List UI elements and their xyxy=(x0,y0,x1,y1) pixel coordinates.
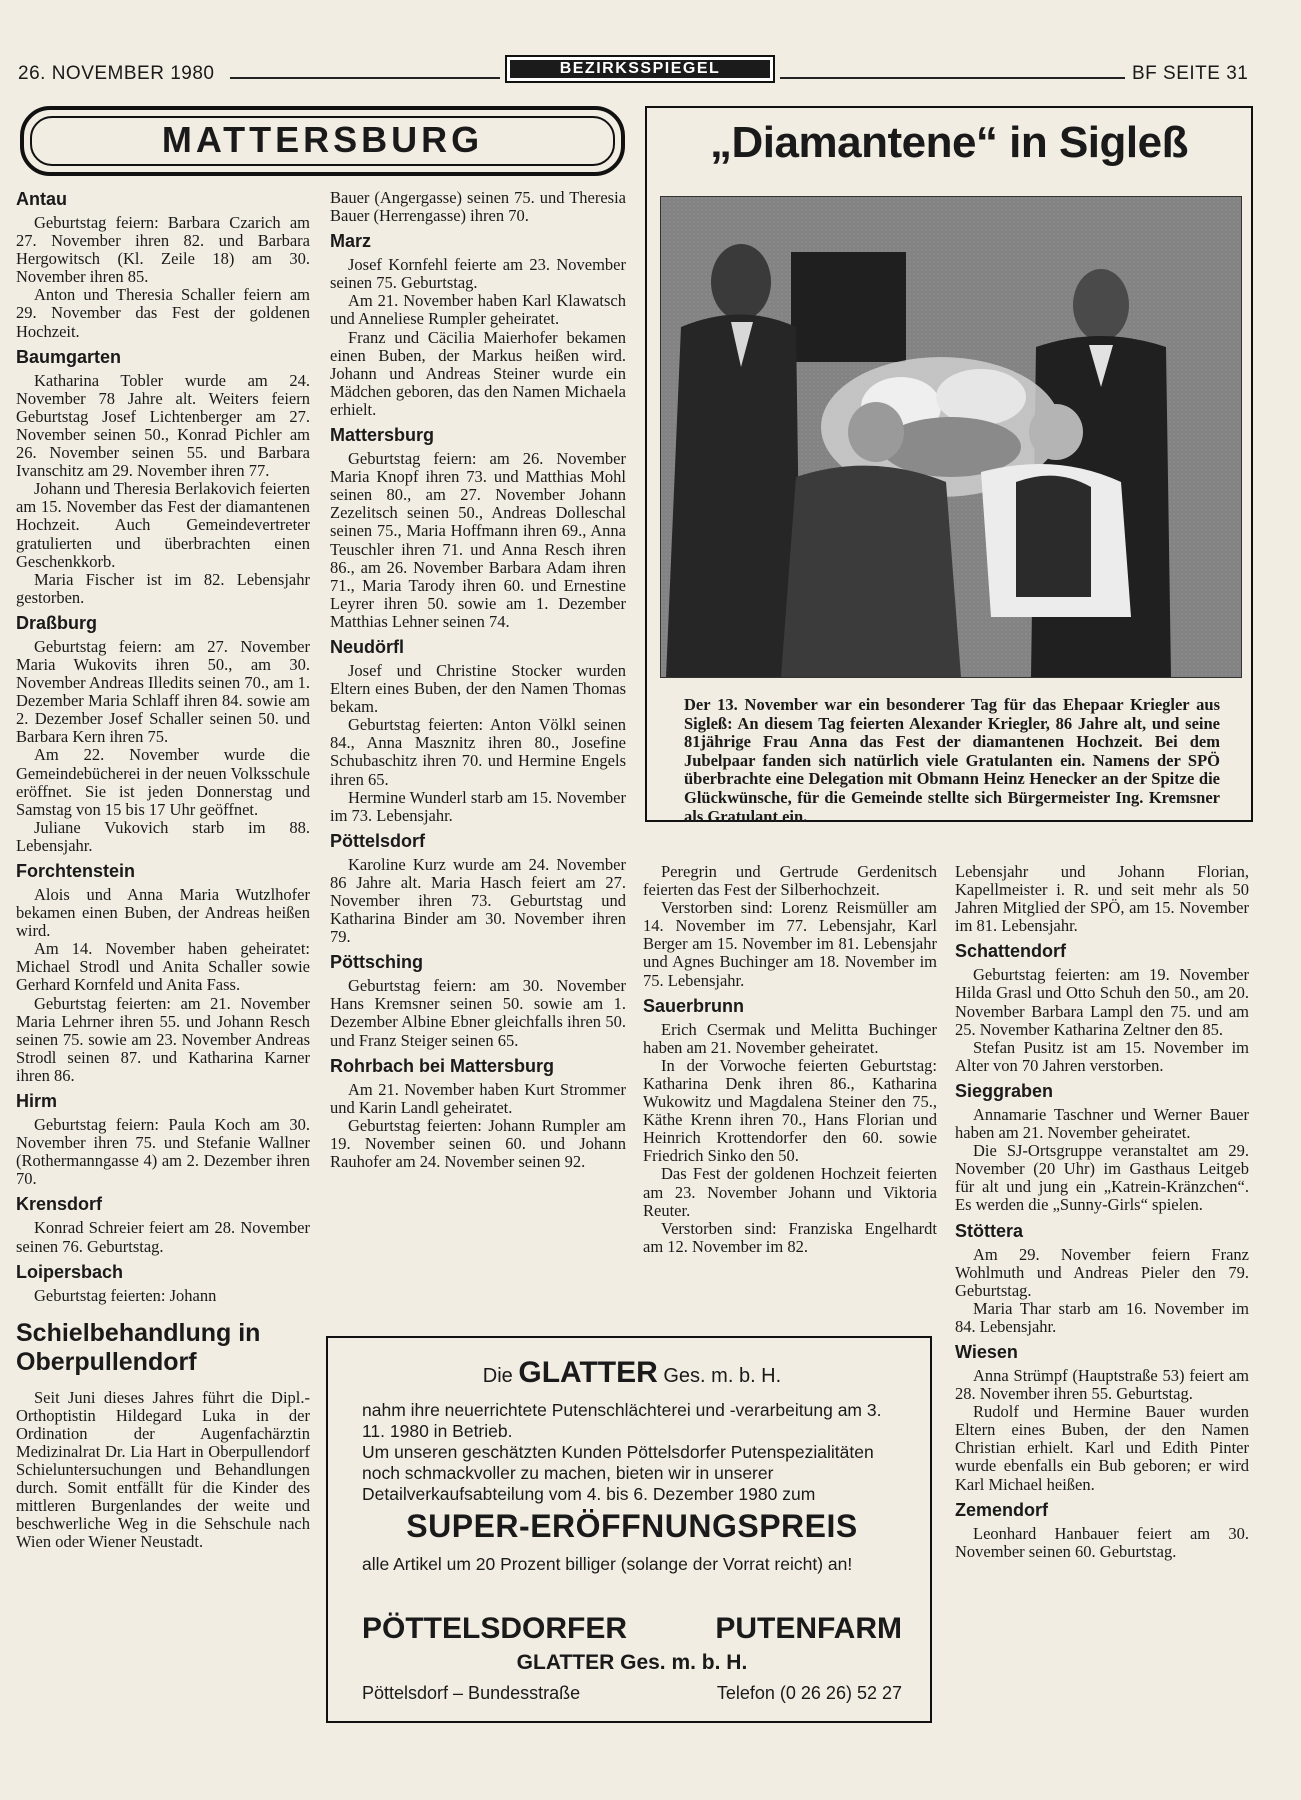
paragraph: Geburtstag feierten: am 19. November Hilda Grasl und Otto Schuh den 50., am 20. November Barbara Lampl den 75. und am 25. November Katharina Zeltner den 85. xyxy=(955,965,1249,1039)
paragraph: Josef und Christine Stocker wurden Eltern eines Buben, der den Namen Thomas bekam. xyxy=(330,660,626,717)
photo-illustration xyxy=(661,197,1241,677)
paragraph: Rudolf und Hermine Bauer wurden Eltern eines Buben, der den Namen Christian erhielt. Karl und Edith Pinter wurde ebenfalls ein Bub geboren; er wird Karl Michael heißen. xyxy=(955,1402,1249,1494)
paragraph: Maria Fischer ist im 82. Lebensjahr gestorben. xyxy=(16,569,310,607)
paragraph: Am 29. November feiern Franz Wohlmuth und Andreas Pieler den 79. Geburtstag. xyxy=(955,1244,1249,1300)
heading-sauerbrunn: Sauerbrunn xyxy=(643,995,745,1016)
ad-farm-name-1: PÖTTELSDORFER xyxy=(362,1612,628,1645)
paragraph: Verstorben sind: Franziska Engelhardt am 12. November im 82. xyxy=(643,1218,937,1256)
advertisement xyxy=(326,1336,932,1723)
ad-die: Die xyxy=(482,1365,513,1387)
heading-zemendorf: Zemendorf xyxy=(955,1499,1049,1520)
paragraph: Juliane Vukovich starb im 88. Lebensjahr. xyxy=(16,817,310,855)
paragraph: Anton und Theresia Schaller feiern am 29. November das Fest der goldenen Hochzeit. xyxy=(16,285,310,341)
ad-firm-name: GLATTER xyxy=(518,1356,658,1389)
section-label xyxy=(505,55,775,83)
paragraph: Franz und Cäcilia Maierhofer bekamen einen Buben, der Markus heißen wird. Johann und Andreas Steiner wurde ein Mädchen geboren, das den Namen Michaela erhielt. xyxy=(330,327,626,419)
heading-schielbehandlung: Schielbehandlung in Oberpullendorf xyxy=(16,1318,261,1376)
ad-headline: SUPER-ERÖFFNUNGSPREIS xyxy=(406,1508,858,1544)
ad-farm-name xyxy=(362,1612,902,1646)
paragraph: Geburtstag feiern: Paula Koch am 30. November ihren 75. und Stefanie Wallner (Rothermanngasse 4) am 2. Dezember ihren 70. xyxy=(16,1115,310,1189)
photo-story-box xyxy=(645,106,1253,826)
heading-schattendorf: Schattendorf xyxy=(955,941,1067,962)
heading-mattersburg: Mattersburg xyxy=(330,425,435,446)
heading-baumgarten: Baumgarten xyxy=(16,346,122,367)
section-label-text: BEZIRKSSPIEGEL xyxy=(510,60,770,78)
paragraph: In der Vorwoche feierten Geburtstag: Katharina Denk ihren 86., Katharina Wukowitz und Magdalena Steiner den 75., Käthe Krenn ihren 70., Hans Florian und Heinrich Krottendorfer den 60. sowie Friedrich Sinko den 50. xyxy=(643,1055,937,1166)
paragraph: Konrad Schreier feiert am 28. November seinen 76. Geburtstag. xyxy=(16,1218,310,1256)
column-4 xyxy=(955,863,1249,1561)
paragraph: Stefan Pusitz ist am 15. November im Alter von 70 Jahren verstorben. xyxy=(955,1037,1249,1075)
ad-body-2: Um unseren geschätzten Kunden Pöttelsdorfer Putenspezialitäten noch schmackvoller zu machen, bieten wir in unserer Detailverkaufsabteilung vom 4. bis 6. Dezember 1980 zum xyxy=(362,1442,874,1504)
paragraph: Hermine Wunderl starb am 15. November im 73. Lebensjahr. xyxy=(330,787,626,825)
paragraph: Das Fest der goldenen Hochzeit feierten am 23. November Johann und Viktoria Reuter. xyxy=(643,1164,937,1220)
paragraph: Geburtstag feiern: Barbara Czarich am 27. November ihren 82. und Barbara Hergowitsch (Kl. Zeile 18) am 30. November ihren 85. xyxy=(16,213,310,287)
column-1 xyxy=(16,189,310,1552)
ad-farm-name-2: PUTENFARM xyxy=(715,1612,902,1645)
paragraph: Karoline Kurz wurde am 24. November 86 Jahre alt. Maria Hasch feiert am 27. November ihren 73. Geburtstag und Katharina Binder am 30. November ihren 79. xyxy=(330,854,626,947)
paragraph: Die SJ-Ortsgruppe veranstaltet am 29. November (20 Uhr) im Gasthaus Leitgeb für alt und jung ein „Katrein-Kränzchen“. Es werden die „Sunny-Girls“ spielen. xyxy=(955,1141,1249,1215)
heading-stoettera: Stöttera xyxy=(955,1220,1024,1241)
paragraph: Alois und Anna Maria Wutzlhofer bekamen einen Buben, der Andreas heißen wird. xyxy=(16,885,310,941)
heading-hirm: Hirm xyxy=(16,1091,58,1112)
heading-wiesen: Wiesen xyxy=(955,1341,1018,1362)
heading-loipersbach: Loipersbach xyxy=(16,1261,124,1282)
paragraph: Erich Csermak und Melitta Buchinger haben am 21. November geheiratet. xyxy=(643,1019,937,1057)
paragraph: Seit Juni dieses Jahres führt die Dipl.-Orthoptistin Hildegard Luka in der Ordination der Augenfachärztin Medizinalrat Dr. Lia Hart in Oberpullendorf Schieluntersuchungen und Behandlungen durch. Somit entfällt für die Kinder des mittleren Burgenlandes der weite und beschwerliche Weg in die Sehschule nach Wien oder Wiener Neustadt. xyxy=(16,1387,310,1552)
ad-contact xyxy=(362,1683,902,1704)
paragraph: Geburtstag feierten: Anton Völkl seinen 84., Anna Masznitz ihren 80., Josefine Schubaschitz ihren 70. und Hermine Engels ihren 65. xyxy=(330,715,626,789)
column-2 xyxy=(330,189,626,1171)
heading-krensdorf: Krensdorf xyxy=(16,1194,103,1215)
heading-sieggraben: Sieggraben xyxy=(955,1080,1054,1101)
paragraph: Peregrin und Gertrude Gerdenitsch feierten das Fest der Silberhochzeit. xyxy=(643,862,937,900)
heading-drassburg: Draßburg xyxy=(16,612,97,633)
heading-poettsching: Pöttsching xyxy=(330,952,423,973)
paragraph: Geburtstag feierten: am 21. November Maria Lehrner ihren 55. und Johann Resch seinen 75. sowie am 23. November Andreas Strodl seinen 87. und Katharina Karner ihren 86. xyxy=(16,993,310,1085)
heading-marz: Marz xyxy=(330,231,372,252)
paragraph: Am 14. November haben geheiratet: Michael Strodl und Anita Schaller sowie Gerhard Kornfeld und Anita Fass. xyxy=(16,939,310,995)
column-3 xyxy=(643,863,937,1256)
paragraph: Anna Strümpf (Hauptstraße 53) feiert am 28. November ihren 55. Geburtstag. xyxy=(955,1365,1249,1404)
ad-firm-suffix: Ges. m. b. H. xyxy=(663,1365,782,1387)
ad-body-1: nahm ihre neuerrichtete Putenschlächterei und -verarbeitung am 3. 11. 1980 in Betrieb. xyxy=(362,1400,882,1441)
ad-firm-line xyxy=(362,1356,902,1390)
paragraph: Katharina Tobler wurde am 24. November 78 Jahre alt. Weiters feiern Geburtstag Josef Lichtenberger am 27. November seinen 50., Konrad Pichler am 26. November seinen 55. und Barbara Ivanschitz am 29. November ihren 77. xyxy=(16,370,310,481)
header-date: 26. NOVEMBER 1980 xyxy=(18,63,215,84)
ad-body-3: alle Artikel um 20 Prozent billiger (solange der Vorrat reicht) an! xyxy=(362,1554,853,1574)
paragraph: Lebensjahr und Johann Florian, Kapellmeister i. R. und seit mehr als 50 Jahren Mitglied der SPÖ, am 15. November im 81. Lebensjahr. xyxy=(955,862,1249,936)
paragraph: Geburtstag feierten: Johann xyxy=(34,1285,217,1305)
heading-forchtenstein: Forchtenstein xyxy=(16,861,136,881)
ressort-banner xyxy=(20,106,625,176)
paragraph: Annamarie Taschner und Werner Bauer haben am 21. November geheiratet. xyxy=(955,1104,1249,1143)
paragraph: Leonhard Hanbauer feiert am 30. November seinen 60. Geburtstag. xyxy=(955,1523,1249,1561)
paragraph: Josef Kornfehl feierte am 23. November seinen 75. Geburtstag. xyxy=(330,255,626,293)
news-photo xyxy=(660,196,1242,678)
photo-story-title: „Diamantene“ in Sigleß xyxy=(710,118,1188,167)
heading-neudoerfl: Neudörfl xyxy=(330,636,404,657)
heading-poettelsdorf: Pöttelsdorf xyxy=(330,830,426,851)
paragraph: Geburtstag feierten: Johann Rumpler am 19. November seinen 60. und Johann Rauhofer am 24. November seinen 92. xyxy=(330,1115,626,1172)
paragraph: Am 22. November wurde die Gemeindebücherei in der neuen Volksschule eröffnet. Sie ist jeden Donnerstag und Samstag von 15 bis 17 Uhr geöffnet. xyxy=(16,745,310,819)
paragraph: Johann und Theresia Berlakovich feierten am 15. November das Fest der diamantenen Hochzeit. Auch Gemeindevertreter gratulierten und überbrachten einen Geschenkkorb. xyxy=(16,479,310,571)
heading-rohrbach: Rohrbach bei Mattersburg xyxy=(330,1055,555,1076)
paragraph: Geburtstag feiern: am 27. November Maria Wukovits ihren 50., am 30. November Andreas Illedits seinen 70., am 1. Dezember Maria Schlaff ihren 84. sowie am 2. Dezember Josef Schaller seinen 50. und Barbara Kern ihren 75. xyxy=(16,636,310,747)
paragraph: Bauer (Angergasse) seinen 75. und Theresia Bauer (Herrengasse) ihren 70. xyxy=(330,188,626,226)
photo-caption: Der 13. November war ein besonderer Tag für das Ehepaar Kriegler aus Sigleß: An diesem Tag feierten Alexander Kriegler, 86 Jahre alt, und seine 81jährige Frau Anna das Fest der diamantenen Hochzeit. Bei dem Jubelpaar fanden sich natürlich viele Gratulanten ein. Namens der SPÖ überbrachte eine Delegation mit Obmann Heinz Henecker an der Spitze die Glückwünsche, für die Gemeinde stellte sich Bürgermeister Ing. Kremsner als Gratulant ein. xyxy=(684,695,1220,826)
header-rule-left xyxy=(230,77,500,79)
paragraph: Maria Thar starb am 16. November im 84. Lebensjahr. xyxy=(955,1298,1249,1336)
paragraph: Am 21. November haben Kurt Strommer und Karin Landl geheiratet. xyxy=(330,1079,626,1117)
paragraph: Geburtstag feiern: am 30. November Hans Kremsner seinen 50. sowie am 1. Dezember Albine Ebner gleichfalls ihren 50. und Franz Steiger seinen 65. xyxy=(330,976,626,1050)
paragraph: Geburtstag feiern: am 26. November Maria Knopf ihren 73. und Matthias Mohl seinen 80., am 27. November Johann Zezelitsch seinen 50., Andreas Dolleschal seinen 75., Maria Hoffmann ihren 69., Anna Teuschler ihren 71. und Anna Resch ihren 86., am 26. November Barbara Adam ihren 71., Maria Tarody ihren 60. und Ernestine Leyrer ihren 50. sowie am 1. Dezember Matthias Lehner seinen 74. xyxy=(330,449,626,631)
header-rule-right xyxy=(780,77,1125,79)
ad-phone: Telefon (0 26 26) 52 27 xyxy=(716,1683,902,1703)
ad-address: Pöttelsdorf – Bundesstraße xyxy=(362,1683,581,1703)
paragraph: Am 21. November haben Karl Klawatsch und Anneliese Rumpler geheiratet. xyxy=(330,291,626,329)
heading-antau: Antau xyxy=(16,189,67,209)
paragraph: Verstorben sind: Lorenz Reismüller am 14. November im 77. Lebensjahr, Karl Berger am 15. November im 81. Lebensjahr und Agnes Buchinger am 18. November im 75. Lebensjahr. xyxy=(643,898,937,990)
page-number: BF SEITE 31 xyxy=(1132,63,1249,84)
ressort-title: MATTERSBURG xyxy=(30,116,615,166)
ad-farm-sub: GLATTER Ges. m. b. H. xyxy=(516,1651,748,1674)
